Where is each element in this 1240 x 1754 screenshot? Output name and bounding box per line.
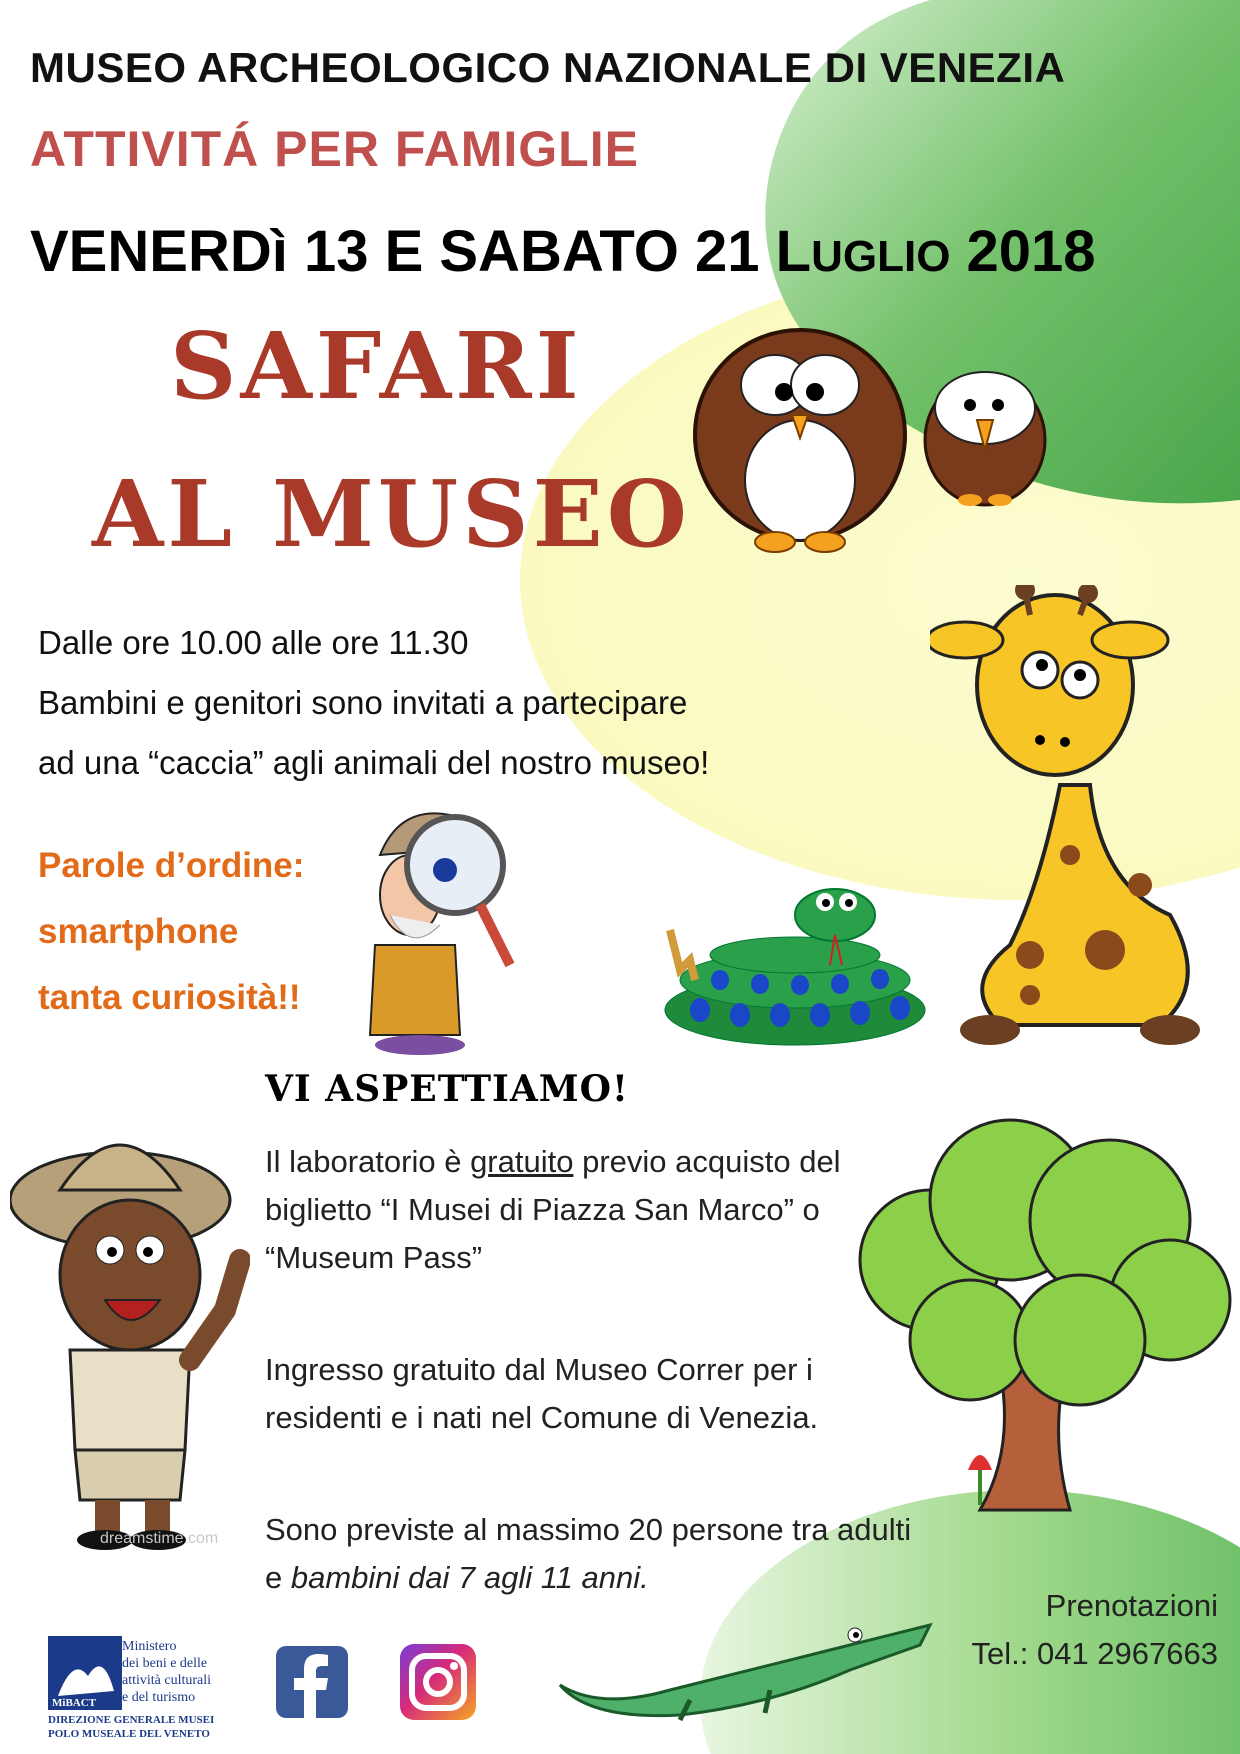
info-ticket-text-b: previo acquisto del biglietto “I Musei di Piazza San Marco” o “Museum Pass”	[265, 1144, 841, 1275]
intro-line-3: ad una “caccia” agli animali del nostro museo!	[38, 744, 710, 781]
crocodile-illustration	[550, 1595, 950, 1725]
mibact-logo	[48, 1636, 228, 1740]
date-month-rest: UGLIO	[811, 232, 951, 281]
intro-line-2: Bambini e genitori sono invitati a partecipare	[38, 684, 688, 721]
activity-subtitle: ATTIVITÁ PER FAMIGLIE	[30, 121, 639, 177]
detective-illustration	[360, 795, 560, 1055]
keyword-curiosity: tanta curiosità!!	[38, 978, 301, 1017]
owls-illustration	[680, 320, 1060, 570]
date-days: VENERDì 13 E SABATO 21	[30, 219, 776, 284]
title-line-1: SAFARI	[170, 312, 583, 420]
explorer-illustration	[10, 1110, 250, 1550]
snake-illustration	[660, 880, 940, 1050]
booking-info	[972, 1582, 1219, 1678]
mibact-line-2: dei beni e delle	[122, 1656, 208, 1671]
big-owl	[695, 330, 905, 552]
info-capacity-age: bambini dai 7 agli 11 anni.	[290, 1560, 649, 1595]
title-line-2: AL MUSEO	[92, 460, 691, 568]
facebook-glyph	[276, 1646, 348, 1718]
mibact-name	[122, 1638, 211, 1706]
tree-illustration	[850, 1110, 1240, 1530]
info-ticket-free: gratuito	[470, 1144, 574, 1179]
info-capacity	[265, 1506, 925, 1602]
booking-phone: Tel.: 041 2967663	[971, 1636, 1218, 1671]
giraffe-illustration	[930, 585, 1220, 1045]
keyword-smartphone: smartphone	[38, 912, 239, 951]
instagram-icon[interactable]	[400, 1644, 476, 1720]
mibact-footer-2: POLO MUSEALE DEL VENETO	[48, 1728, 210, 1740]
instagram-glyph	[400, 1644, 476, 1720]
welcome-heading: VI ASPETTIAMO!	[265, 1068, 629, 1110]
date-month-initial: L	[775, 219, 812, 284]
booking-label: Prenotazioni	[1045, 1588, 1218, 1623]
mibact-line-1: Ministero	[122, 1639, 177, 1654]
mibact-footer-1: DIREZIONE GENERALE MUSEI	[48, 1714, 215, 1726]
info-free-entry: Ingresso gratuito dal Museo Correr per i residenti e i nati nel Comune di Venezia.	[265, 1352, 819, 1435]
info-ticket-text-a: Il laboratorio è	[265, 1144, 471, 1179]
facebook-icon[interactable]	[276, 1646, 348, 1718]
info-capacity-text: Sono previste al massimo 20 persone tra adulti e	[265, 1512, 912, 1595]
small-owl	[925, 372, 1045, 506]
mibact-abbrev: MiBACT	[52, 1697, 96, 1709]
mibact-line-3: attività culturali	[122, 1673, 212, 1688]
event-date	[30, 218, 1096, 285]
mibact-emblem-icon	[48, 1636, 122, 1710]
date-year: 2018	[950, 219, 1096, 284]
intro-time: Dalle ore 10.00 alle ore 11.30	[38, 624, 469, 661]
museum-name: MUSEO ARCHEOLOGICO NAZIONALE DI VENEZIA	[30, 44, 1066, 91]
mibact-line-4: e del turismo	[122, 1690, 196, 1705]
info-ticket	[265, 1138, 925, 1282]
keywords-heading: Parole d’ordine:	[38, 846, 305, 885]
watermark: dreamstime.com	[100, 1530, 219, 1547]
